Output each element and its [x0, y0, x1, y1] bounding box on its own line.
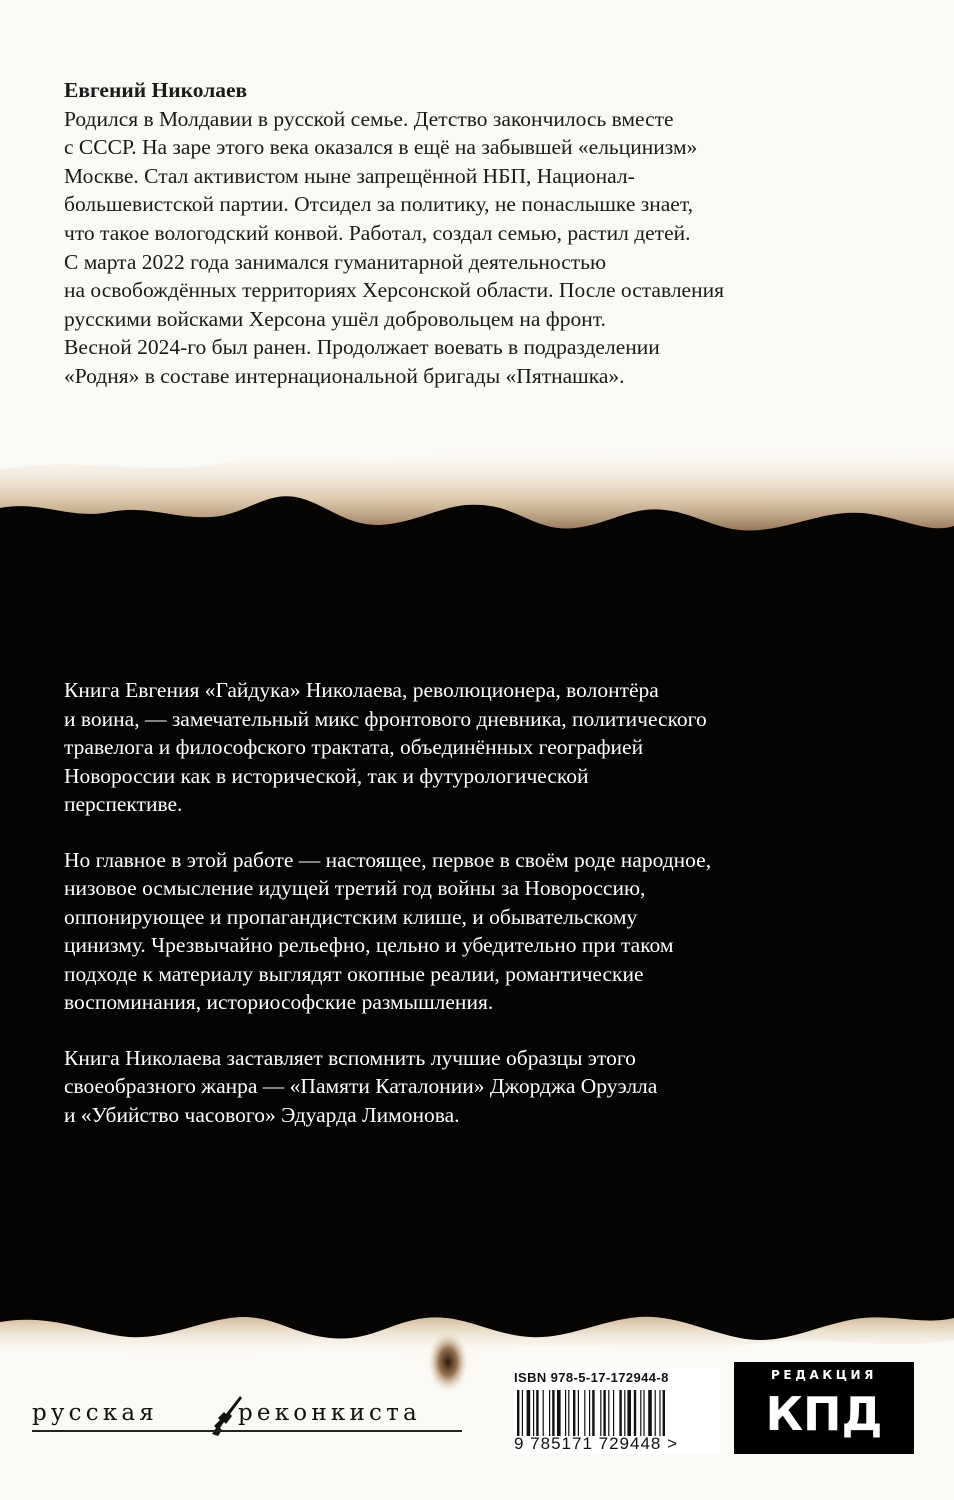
barcode-bar — [619, 1390, 621, 1436]
barcode-bar — [533, 1390, 534, 1436]
barcode-bar — [536, 1390, 538, 1436]
barcode-bar — [592, 1390, 594, 1436]
publisher-mark: КПД — [765, 1387, 883, 1441]
blurb-line: и воина, — замечательный микс фронтового дневника, политического — [64, 706, 707, 731]
barcode-bar — [565, 1390, 566, 1436]
barcode-bar — [589, 1390, 590, 1436]
blurb-paragraph — [64, 1044, 904, 1130]
blurb-line: оппонирующее и пропагандистским клише, и обывательскому — [64, 904, 638, 929]
barcode-bar — [634, 1390, 636, 1436]
barcode-bar — [659, 1390, 660, 1436]
series-underline — [32, 1430, 462, 1432]
barcode-bar — [543, 1390, 544, 1436]
author-bio — [64, 76, 904, 391]
blurb-line: цинизму. Чрезвычайно рельефно, цельно и убедительно при таком — [64, 933, 674, 957]
barcode-bar — [608, 1390, 609, 1436]
barcode-bar — [655, 1390, 656, 1436]
bio-line: Москве. Стал активистом ныне запрещённой НБП, Национал- — [64, 163, 635, 188]
barcode-bar — [584, 1390, 585, 1436]
barcode-bar — [640, 1390, 641, 1436]
blurb-line: подходе к материалу выглядят окопные реалии, романтические — [64, 961, 644, 986]
bio-line: С марта 2022 года занимался гуманитарной деятельностью — [64, 249, 607, 274]
barcode-bar — [578, 1390, 579, 1436]
series-word-2: реконкиста — [238, 1400, 421, 1426]
bio-line: с СССР. На заре этого века оказался в ещё на забывшей «ельцинизм» — [64, 135, 698, 160]
barcode-bar — [600, 1390, 601, 1436]
blurb-line: Книга Евгения «Гайдука» Николаева, революционера, волонтёра — [64, 678, 659, 702]
bio-line: «Родня» в составе интернациональной бригады «Пятнашка». — [64, 363, 625, 388]
barcode-bar — [643, 1390, 644, 1436]
barcode-bar — [663, 1390, 665, 1436]
barcode-bar — [627, 1390, 631, 1436]
blurb-paragraph — [64, 846, 904, 1017]
blurb-line: воспоминания, историософские размышления. — [64, 990, 494, 1014]
bio-line: Весной 2024-го был ранен. Продолжает воевать в подразделении — [64, 335, 660, 360]
publisher-label: РЕДАКЦИЯ — [771, 1368, 877, 1382]
barcode-bar — [568, 1390, 569, 1436]
series-logo — [32, 1400, 472, 1440]
barcode-icon — [515, 1390, 715, 1436]
blurb-line: Новороссии как в исторической, так и футурологической — [64, 763, 589, 788]
barcode-bar — [557, 1390, 561, 1436]
barcode-bar — [522, 1390, 523, 1436]
barcode-bar — [648, 1390, 652, 1436]
barcode-bar — [552, 1390, 554, 1436]
barcode-bar — [573, 1390, 575, 1436]
bio-line: Родился в Молдавии в русской семье. Детство закончилось вместе — [64, 106, 674, 131]
barcode-digits: 9 785171 729448 > — [514, 1434, 679, 1453]
barcode-bar — [549, 1390, 550, 1436]
barcode-bar — [517, 1390, 519, 1436]
book-blurb — [64, 676, 904, 1156]
publisher-logo — [734, 1362, 914, 1454]
barcode-bar — [624, 1390, 625, 1436]
barcode-bar — [613, 1390, 614, 1436]
bio-line: на освобождённых территориях Херсонской области. После оставления — [64, 278, 724, 303]
blurb-line: травелога и философского трактата, объединённых географией — [64, 735, 644, 759]
blurb-line: своеобразного жанра — «Памяти Каталонии» Джорджа Оруэлла — [64, 1074, 658, 1098]
isbn-label: ISBN 978-5-17-172944-8 — [514, 1370, 669, 1385]
blurb-line: перспективе. — [64, 792, 183, 816]
barcode-bar — [527, 1390, 531, 1436]
author-name: Евгений Николаев — [64, 78, 248, 102]
blurb-line: Книга Николаева заставляет вспомнить лучшие образцы этого — [64, 1045, 636, 1070]
series-word-1: русская — [32, 1400, 159, 1426]
barcode-bar — [603, 1390, 605, 1436]
blurb-paragraph — [64, 676, 904, 819]
blurb-line: Но главное в этой работе — настоящее, первое в своём роде народное, — [64, 847, 712, 872]
bio-line: большевистской партии. Отсидел за политику, не понаслышке знает, — [64, 192, 693, 217]
blurb-line: низовое осмысление идущей третий год войны за Новороссию, — [64, 876, 646, 900]
bio-line: русскими войсками Херсона ушёл добровольцем на фронт. — [64, 306, 606, 331]
bio-line: что такое вологодский конвой. Работал, создал семью, растил детей. — [64, 220, 691, 245]
blurb-line: и «Убийство часового» Эдуарда Лимонова. — [64, 1102, 460, 1127]
